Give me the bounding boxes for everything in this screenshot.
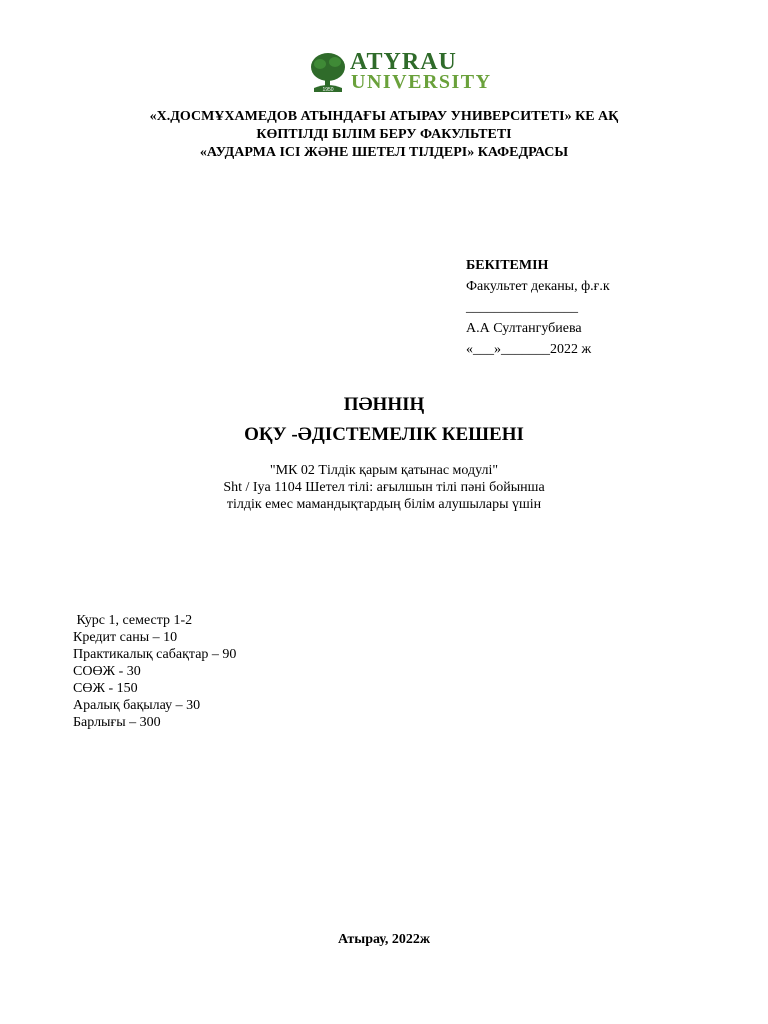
course-details [73, 612, 236, 731]
approval-block [466, 255, 610, 360]
subject-line-1: "МК 02 Тілдік қарым қатынас модулі" [269, 463, 499, 478]
subject-block [0, 462, 768, 513]
logo-text-atyrau: ATYRAU [350, 49, 457, 75]
approval-position: Факультет деканы, ф.ғ.к [466, 279, 610, 294]
detail-midterm: Аралық бақылау – 30 [73, 698, 201, 713]
document-title-line-2: ОҚУ -ӘДІСТЕМЕЛІК КЕШЕНІ [244, 424, 524, 445]
svg-text:1950: 1950 [322, 87, 334, 93]
approver-name: А.А Султангубиева [466, 321, 582, 336]
subject-line-3: тілдік емес мамандықтардың білім алушылары үшін [226, 497, 542, 512]
detail-practical: Практикалық сабақтар – 90 [73, 647, 237, 662]
approval-date: «___»_______2022 ж [466, 342, 592, 357]
subject-line-2: Sht / Iya 1104 Шетел тілі: ағылшын тілі пәні бойынша [223, 480, 545, 495]
header-line-1: «Х.ДОСМҰХАМЕДОВ АТЫНДАҒЫ АТЫРАУ УНИВЕРСИТЕТІ» КЕ АҚ [149, 109, 619, 124]
approval-heading: БЕКІТЕМІН [466, 258, 549, 273]
detail-soj: СӨЖ - 150 [73, 681, 138, 696]
logo-text-university: UNIVERSITY [351, 71, 492, 93]
document-title-line-1: ПӘННІҢ [343, 394, 425, 415]
signature-line: ________________ [466, 300, 578, 315]
header-line-3: «АУДАРМА ІСІ ЖӘНЕ ШЕТЕЛ ТІЛДЕРІ» КАФЕДРАСЫ [199, 145, 569, 160]
detail-credits: Кредит саны – 10 [73, 630, 178, 645]
detail-sooj: СОӨЖ - 30 [73, 664, 141, 679]
detail-total: Барлығы – 300 [73, 715, 161, 730]
institution-header [0, 108, 768, 162]
header-line-2: КӨПТІЛДІ БІЛІМ БЕРУ ФАКУЛЬТЕТІ [256, 127, 512, 142]
city-year-footer: Атырау, 2022ж [337, 932, 431, 947]
detail-course: Курс 1, семестр 1-2 [73, 613, 193, 628]
